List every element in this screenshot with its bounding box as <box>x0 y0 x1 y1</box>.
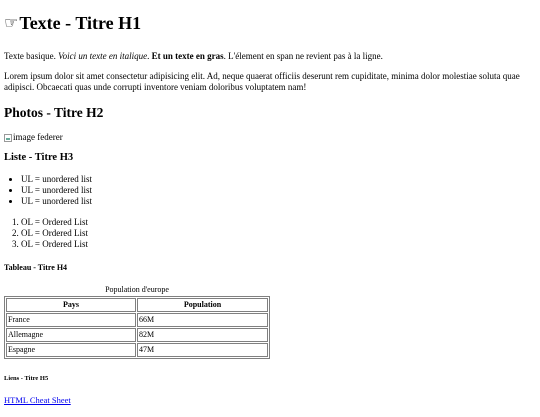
list-heading: Liste - Titre H3 <box>4 152 74 163</box>
list-item: 1. OL = Ordered List <box>21 217 536 228</box>
table-cell: 66M <box>137 313 268 327</box>
list-item: 3. OL = Ordered List <box>21 239 536 250</box>
intro-plain-text: Texte basique. <box>4 51 59 61</box>
pointing-hand-icon: ☞ <box>4 13 19 32</box>
table-row <box>6 343 268 357</box>
photos-heading: Photos - Titre H2 <box>4 105 104 120</box>
table-caption: Population d'europe <box>105 285 169 294</box>
table-row <box>6 328 268 342</box>
unordered-list <box>4 174 536 207</box>
intro-paragraph <box>4 51 536 62</box>
intro-separator: . <box>147 51 152 61</box>
intro-span-text: . L'élement en span ne revient pas à la ligne. <box>223 51 383 61</box>
broken-image-icon <box>4 134 12 142</box>
table-row <box>6 313 268 327</box>
list-item: 2. OL = Ordered List <box>21 228 536 239</box>
lorem-paragraph: Lorem ipsum dolor sit amet consectetur adipisicing elit. Ad, neque quaerat officiis deserunt rem cupiditate, minima dolor molestiae soluta quae adipisci. Obcaecati quas unde corrupti inventore veniam doloribus voluptatem nam! <box>4 71 520 92</box>
table-heading: Tableau - Titre H4 <box>4 263 68 272</box>
table-cell: 47M <box>137 343 268 357</box>
column-header-population: Population <box>137 298 268 312</box>
table-cell: Allemagne <box>6 328 136 342</box>
column-header-country: Pays <box>6 298 136 312</box>
table-cell: France <box>6 313 136 327</box>
intro-italic-text: Voici un texte en italique <box>58 51 148 61</box>
page-title-text: Texte - Titre H1 <box>19 13 142 33</box>
links-heading: Liens - Titre H5 <box>4 375 49 382</box>
population-table <box>4 285 270 359</box>
list-item: • UL = unordered list <box>21 185 536 196</box>
list-item: • UL = unordered list <box>21 196 536 207</box>
table-cell: Espagne <box>6 343 136 357</box>
list-item: • UL = unordered list <box>21 174 536 185</box>
image-alt-text: image federer <box>13 132 63 142</box>
html-cheat-sheet-link[interactable]: HTML Cheat Sheet <box>4 395 71 405</box>
page-title <box>4 12 536 34</box>
intro-bold-text: Et un texte en gras <box>151 51 224 61</box>
page-content <box>0 12 540 408</box>
table-header-row <box>6 298 268 312</box>
table-cell: 82M <box>137 328 268 342</box>
ordered-list <box>4 217 536 250</box>
federer-image <box>4 132 536 143</box>
